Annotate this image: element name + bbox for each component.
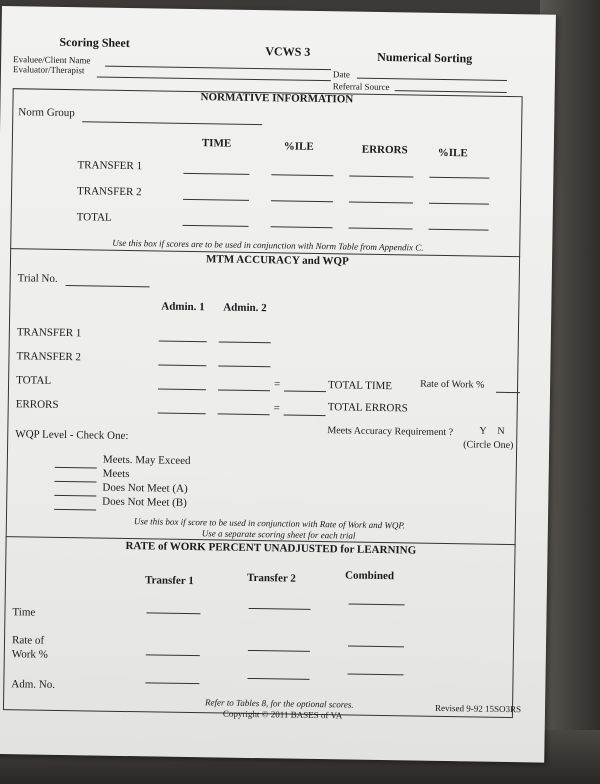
date-line[interactable] — [357, 78, 507, 81]
equals-sign: = — [273, 378, 281, 391]
referral-label: Referral Source — [332, 81, 390, 93]
equals-sign: = — [273, 402, 281, 415]
scoring-sheet-page — [0, 6, 556, 763]
norm-group-label: Norm Group — [18, 106, 75, 120]
referral-line[interactable] — [395, 90, 507, 93]
norm-row-transfer1: TRANSFER 1 — [77, 159, 143, 173]
form-border — [3, 88, 523, 718]
footer-copyright: Copyright © 2011 BASES of VA — [222, 708, 343, 721]
col-ile-2: %ILE — [437, 146, 468, 160]
normative-note: Use this box if scores are to be used in conjunction with Norm Table from Appendix C. — [112, 237, 424, 253]
col-ile-1: %ILE — [283, 140, 314, 153]
wqp-option: Meets — [102, 467, 130, 481]
rate-row-time: Time — [12, 606, 36, 619]
yes-option[interactable]: Y — [479, 425, 487, 437]
rate-row-work-pct: Work % — [11, 648, 48, 661]
col-time: TIME — [201, 137, 232, 150]
col-errors: ERRORS — [361, 143, 408, 157]
rate-col-transfer1: Transfer 1 — [144, 574, 194, 588]
admin1-header: Admin. 1 — [161, 300, 205, 314]
wqp-option: Does Not Meet (B) — [102, 495, 187, 509]
evaluator-label: Evaluator/Therapist — [12, 64, 85, 76]
date-label: Date — [332, 69, 351, 80]
admin2-header: Admin. 2 — [223, 301, 267, 315]
mtm-note-2: Use a separate scoring sheet for each trial — [201, 528, 356, 541]
mtm-row-transfer2: TRANSFER 2 — [16, 350, 82, 364]
evaluator-line[interactable] — [97, 76, 331, 81]
rate-title: RATE of WORK PERCENT UNADJUSTED for LEARNING — [125, 540, 417, 557]
meets-accuracy-label: Meets Accuracy Requirement ? — [327, 425, 454, 439]
footer-refer: Refer to Tables 8, for the optional scores. — [205, 697, 354, 710]
evaluee-line[interactable] — [105, 66, 331, 71]
evaluee-label: Evaluee/Client Name — [13, 54, 91, 66]
sheet-title: Scoring Sheet — [59, 34, 130, 51]
mtm-row-total: TOTAL — [16, 374, 52, 387]
mtm-note-1: Use this box if score to be used in conjunction with Rate of Work and WQP. — [133, 516, 406, 531]
mtm-title: MTM ACCURACY and WQP — [205, 253, 349, 268]
total-time-label: TOTAL TIME — [327, 379, 393, 393]
circle-one-note: (Circle One) — [463, 439, 514, 452]
footer-revised: Revised 9-92 15SO3RS — [434, 702, 522, 715]
normative-title: NORMATIVE INFORMATION — [200, 91, 354, 106]
mtm-row-transfer1: TRANSFER 1 — [16, 326, 82, 340]
rate-row-adm-no: Adm. No. — [11, 678, 56, 691]
wqp-level-label: WQP Level - Check One: — [15, 428, 129, 443]
norm-row-total: TOTAL — [76, 211, 112, 224]
trial-no-label: Trial No. — [17, 272, 58, 285]
no-option[interactable]: N — [497, 425, 505, 437]
test-subtitle: Numerical Sorting — [377, 49, 473, 66]
rate-col-transfer2: Transfer 2 — [246, 571, 296, 585]
rate-col-combined: Combined — [345, 569, 395, 583]
rate-of-work-label: Rate of Work % — [420, 378, 485, 391]
test-name: VCWS 3 — [265, 44, 311, 59]
wqp-option: Does Not Meet (A) — [102, 481, 188, 495]
wqp-option: Meets. May Exceed — [102, 453, 191, 468]
norm-row-transfer2: TRANSFER 2 — [77, 185, 142, 199]
total-errors-label: TOTAL ERRORS — [327, 401, 408, 415]
rate-row-rate-of: Rate of — [11, 634, 45, 647]
mtm-row-errors: ERRORS — [15, 398, 59, 411]
